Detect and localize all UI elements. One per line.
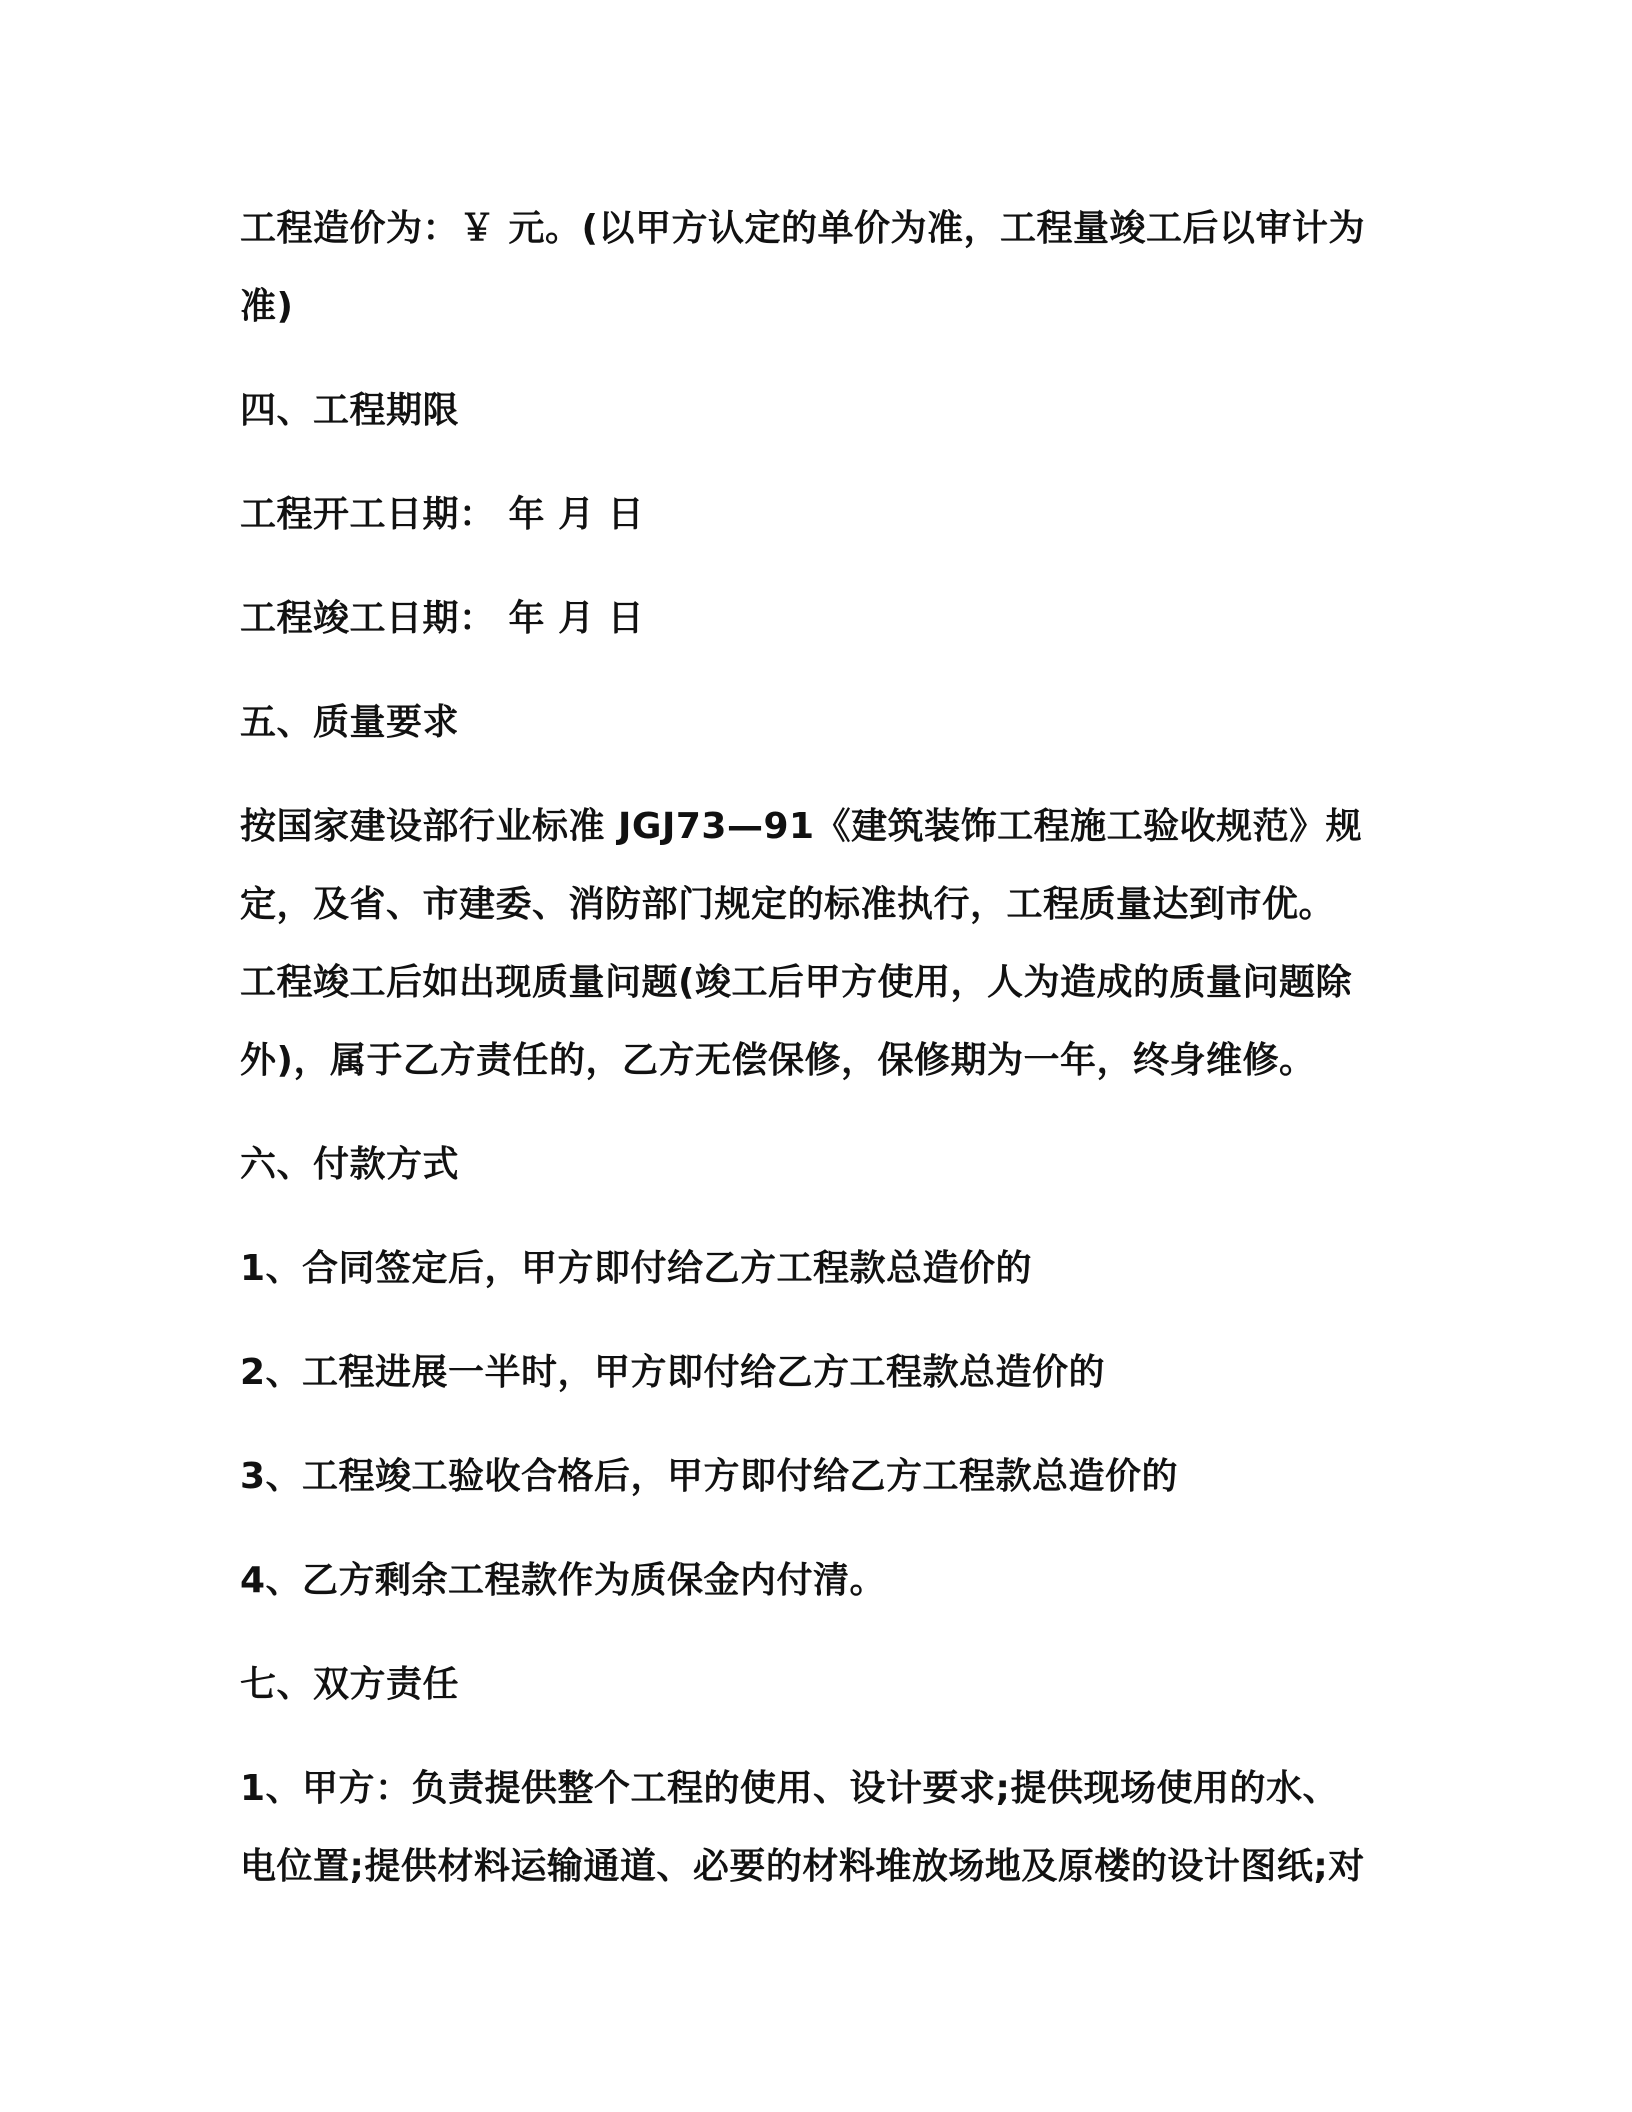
text-line: 工程竣工后如出现质量问题(竣工后甲方使用，人为造成的质量问题除	[240, 962, 1352, 1003]
payment-item-1	[240, 1230, 1400, 1308]
text-line: 电位置;提供材料运输通道、必要的材料堆放场地及原楼的设计图纸;对	[240, 1846, 1365, 1887]
section-heading-responsibilities	[240, 1646, 1400, 1724]
text-line: 4、乙方剩余工程款作为质保金内付清。	[240, 1560, 887, 1601]
completion-date-paragraph	[240, 580, 1400, 658]
heading-text: 五、质量要求	[240, 702, 460, 743]
text-line: 按国家建设部行业标准 JGJ73—91《建筑装饰工程施工验收规范》规	[240, 806, 1363, 847]
text-line: 1、合同签定后，甲方即付给乙方工程款总造价的	[240, 1248, 1033, 1289]
text-line: 工程竣工日期： 年 月 日	[240, 598, 645, 639]
section-heading-quality	[240, 684, 1400, 762]
text-line: 外)，属于乙方责任的，乙方无偿保修，保修期为一年，终身维修。	[240, 1040, 1316, 1081]
text-line: 工程开工日期： 年 月 日	[240, 494, 645, 535]
heading-text: 七、双方责任	[240, 1664, 460, 1705]
text-line: 2、工程进展一半时，甲方即付给乙方工程款总造价的	[240, 1352, 1106, 1393]
start-date-paragraph	[240, 476, 1400, 554]
heading-text: 四、工程期限	[240, 390, 460, 431]
text-line: 定，及省、市建委、消防部门规定的标准执行，工程质量达到市优。	[240, 884, 1336, 925]
heading-text: 六、付款方式	[240, 1144, 460, 1185]
quality-paragraph	[240, 788, 1400, 1100]
cost-paragraph	[240, 190, 1400, 346]
text-line: 工程造价为：￥ 元。(以甲方认定的单价为准，工程量竣工后以审计为	[240, 208, 1365, 249]
payment-item-3	[240, 1438, 1400, 1516]
text-line: 3、工程竣工验收合格后，甲方即付给乙方工程款总造价的	[240, 1456, 1179, 1497]
document-page	[240, 190, 1400, 1906]
text-line: 1、甲方：负责提供整个工程的使用、设计要求;提供现场使用的水、	[240, 1768, 1339, 1809]
section-heading-payment	[240, 1126, 1400, 1204]
payment-item-4	[240, 1542, 1400, 1620]
text-line: 准)	[240, 286, 294, 327]
party-a-responsibility-paragraph	[240, 1750, 1400, 1906]
section-heading-schedule	[240, 372, 1400, 450]
payment-item-2	[240, 1334, 1400, 1412]
